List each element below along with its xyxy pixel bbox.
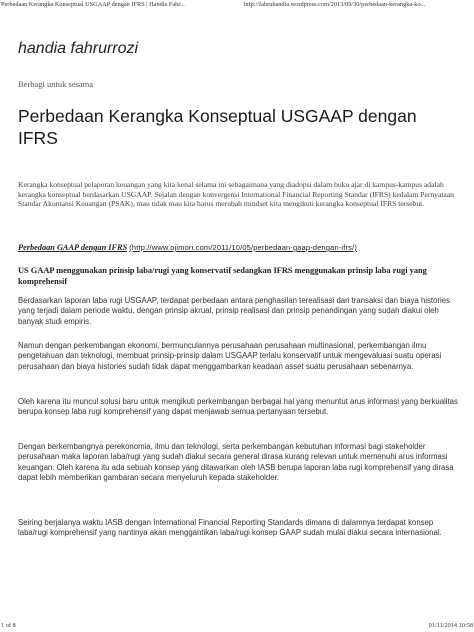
body-paragraph-5: Seiring berjalanya waktu IASB dengan International Financial Reporting Standards dimana di dalamnya terdapat konsep laba/rugi komprehensif yang nantinya akan menggantikan laba/rugi konsep GAAP sudah mulai diakui secara internasional. [18, 518, 442, 538]
source-link-label[interactable]: Perbedaan GAAP dengan IFRS [18, 243, 128, 252]
body-paragraph-4: Dengan berkembangnya perekonomia, ilmu dan teknologi, serta perkembangan kebutuhan informasi bagi stakeholder perusahaan maka laporan laba/rugi yang sudah diakui secara general dirasa kurang relevan untuk memenuhi arus informasi keuangan. Oleh karena itu ada sebuah konsep yang ditawarkan oleh IASB berupa laporan laba rugi komprehensif yang dirasa dapat lebih memberikan gambaran secara menyeluruh kepada stakeholder. [18, 442, 454, 482]
header-page-url: http://fahruhandia.wordpress.com/2013/09/30/perbedaan-kerangka-ko... [244, 1, 426, 8]
print-timestamp: 01/11/2014 10:58 [428, 622, 473, 629]
section-heading: US GAAP menggunakan prinsip laba/rugi yang konservatif sedangkan IFRS menggunakan prinsip laba rugi yang komprehensif [18, 266, 427, 286]
site-description: Berbagi untuk sesama [18, 79, 94, 89]
print-header [0, 0, 474, 12]
print-footer [0, 620, 474, 632]
post-intro: Kerangka konseptual pelaporan keuangan yang kita kenal selama ini sebagaimana yang diadopsi dalam buku ajar di kampus-kampus adalah kerangka konseptual berdasarkan USGAAP. Sejalan dengan konvergensi International Financial Reporting Standar (IFRS) kedalam Pernyataan Standar Akuntansi Keuangan (PSAK), mau tidak mau kita harus merubah mindset kita mengikuti kerangka konseptual IFRS tersebut. [18, 180, 454, 209]
page-counter: 1 of 8 [1, 622, 16, 629]
body-paragraph-2: Namun dengan perkembangan ekonomi, bermunculannya perusahaan perusahaan multinasional, perkembangan ilmu pengetahuan dan teknologi, membuat prinsip-prinsip dalam USGAAP terlalu konservatif untuk mengevaluasi suatu operasi perusahaan dan biaya histories sudah tidak dapat menggambarkan keadaan asset suatu perusahaan sebenarnya. [18, 341, 442, 371]
body-paragraph-3: Oleh karena itu muncul solusi baru untuk mengikuti perkembangan berbagai hal yang menuntut arus informasi yang berkualitas berupa konsep laba rugi komprehensif yang dapat menjawab semua pertanyaan tersebut. [18, 397, 458, 417]
header-page-title: Perbedaan Kerangka Konseptual USGAAP dengan IFRS | Handia Fahr... [1, 1, 185, 8]
site-title-link[interactable]: handia fahrurrozi [18, 40, 139, 57]
source-link-url[interactable]: (http://www.ojimori.com/2011/10/05/perbedaan-gaap-dengan-ifrs/) [129, 243, 357, 252]
post-title: Perbedaan Kerangka Konseptual USGAAP dengan IFRS [18, 106, 417, 148]
body-paragraph-1: Berdasarkan laporan laba rugi USGAAP, terdapat perbedaan antara penghasilan terealisasi dari transaksi dan biaya histories yang terjadi dalam periode waktu, dengan prinsip akrual, prinsip realisasi dan prinsip penandingan yang sudah diakui oleh banyak studi empiris. [18, 296, 450, 326]
source-reference [18, 243, 458, 253]
